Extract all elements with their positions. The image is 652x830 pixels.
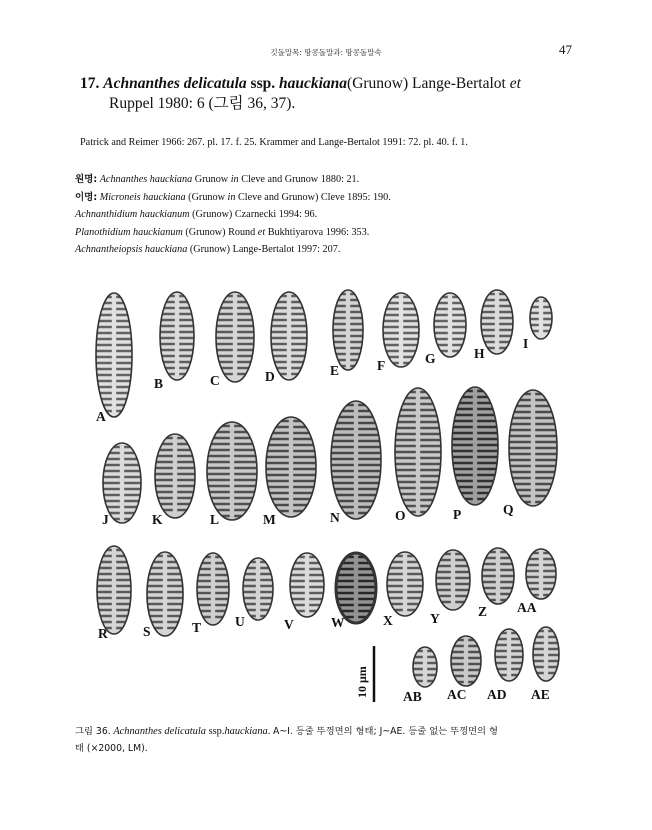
figure-panel-label: T bbox=[192, 620, 202, 635]
caption-line-2: 태 (×2000, LM). bbox=[75, 743, 148, 754]
synonym-text: Cleve and Grunow 1880: 21. bbox=[241, 174, 360, 185]
diatom-valve bbox=[452, 387, 498, 505]
figure-panel-label: O bbox=[395, 508, 406, 523]
synonym-et: et bbox=[257, 226, 266, 238]
synonym-text: Bukhtiyarova 1996: 353. bbox=[267, 226, 370, 238]
figure-panel-label: W bbox=[331, 615, 345, 630]
diatom-valve bbox=[413, 647, 437, 687]
species-name: Achnanthes delicatula bbox=[103, 75, 247, 92]
caption-infra: hauckiana bbox=[224, 726, 268, 737]
figure-panel-label: AA bbox=[517, 600, 537, 615]
synonym-name: Achnantheiopsis hauckiana bbox=[75, 244, 188, 256]
figure-panel-label: C bbox=[210, 373, 220, 388]
figure-panel-label: U bbox=[235, 614, 245, 629]
synonym-text: Grunow bbox=[194, 174, 229, 185]
diatom-valve bbox=[160, 292, 194, 380]
diatom-valve bbox=[103, 443, 141, 523]
figure-panel-label: E bbox=[330, 363, 340, 378]
synonym-name: Achnanthidium hauckianum bbox=[75, 209, 190, 221]
figure-panel-label: A bbox=[96, 409, 106, 424]
figure-panel-label: AE bbox=[531, 687, 550, 702]
figure-panel-label: P bbox=[453, 507, 462, 522]
diatom-valve bbox=[509, 390, 557, 506]
diatom-valve bbox=[533, 627, 559, 681]
diatom-valve bbox=[207, 422, 257, 520]
synonym-label: 원명: bbox=[75, 174, 98, 185]
authority: (Grunow) Lange-Bertalot bbox=[347, 75, 506, 92]
diatom-valve bbox=[336, 553, 376, 623]
diatom-valve bbox=[333, 290, 363, 370]
diatom-valve bbox=[451, 636, 481, 686]
figure-panel-label: Y bbox=[430, 611, 440, 626]
diatom-valve bbox=[387, 552, 423, 616]
figure-panel-label: H bbox=[474, 346, 485, 361]
diatom-valve bbox=[331, 401, 381, 519]
diatom-valve bbox=[434, 293, 466, 357]
figure-panel-label: N bbox=[330, 510, 340, 525]
diatom-valve bbox=[96, 293, 132, 417]
figure-panel-label: Q bbox=[503, 502, 514, 517]
figure-panel-label: J bbox=[102, 512, 109, 527]
figure-panel-label: X bbox=[383, 613, 393, 628]
caption-korean: A~I. 등줄 뚜껑면의 형태; J~AE. 등줄 없는 뚜껑면의 형 bbox=[272, 726, 498, 737]
diatom-valve bbox=[395, 388, 441, 516]
diatom-valve bbox=[436, 550, 470, 610]
infraspecific-name: hauckiana bbox=[278, 75, 348, 92]
diatom-valve bbox=[495, 629, 523, 681]
synonym-label: 이명: bbox=[75, 191, 98, 203]
synonym-text: Cleve and Grunow) Cleve 1895: 190. bbox=[237, 191, 391, 203]
running-head: 깃돌말목: 땅콩돌말과: 땅콩돌말속 bbox=[270, 48, 382, 57]
figure-panel-label: F bbox=[377, 358, 386, 373]
synonym-text: (Grunow) Lange-Bertalot 1997: 207. bbox=[189, 244, 341, 256]
figure-panel-label: AD bbox=[487, 687, 507, 702]
synonym-name: Microneis hauckiana bbox=[99, 191, 186, 203]
diatom-valve bbox=[97, 546, 131, 634]
figure-panel-label: M bbox=[263, 512, 276, 527]
page-number: 47 bbox=[559, 42, 572, 57]
figure-panel-label: K bbox=[152, 512, 163, 527]
figure-panel-label: Z bbox=[478, 604, 488, 619]
synonym-name: Achnanthes hauckiana bbox=[99, 174, 193, 185]
diatom-valve bbox=[155, 434, 195, 518]
figure-caption: 그림 36. Achnanthes delicatula ssp.hauckiana. A~I. 등줄 뚜껑면의 형태; J~AE. 등줄 없는 뚜껑면의 형 태 (×2000, LM). bbox=[75, 726, 498, 754]
figure-panel-label: I bbox=[523, 336, 529, 351]
figure-panel-label: AC bbox=[447, 687, 467, 702]
caption-ssp: ssp. bbox=[208, 726, 225, 737]
synonym-in: in bbox=[227, 191, 236, 203]
figure-panel-label: G bbox=[425, 351, 436, 366]
diatom-valve bbox=[530, 297, 552, 339]
caption-species: Achnanthes delicatula bbox=[113, 726, 206, 737]
diatom-valve bbox=[482, 548, 514, 604]
synonym-text: (Grunow) Round bbox=[185, 226, 256, 238]
diatom-valve bbox=[147, 552, 183, 636]
figure-panel-label: D bbox=[265, 369, 275, 384]
diatom-valve bbox=[266, 417, 316, 517]
heading-line-2: Ruppel 1980: 6 (그림 36, 37). bbox=[109, 95, 296, 112]
diatom-valve bbox=[216, 292, 254, 382]
diatom-valve bbox=[290, 553, 324, 617]
caption-fig: 그림 36. bbox=[75, 726, 111, 737]
figure-panel-label: AB bbox=[403, 689, 422, 704]
synonym-in: in bbox=[230, 174, 239, 185]
ssp-abbrev: ssp. bbox=[250, 75, 276, 92]
diatom-valve bbox=[271, 292, 307, 380]
figure-panel-label: V bbox=[284, 617, 294, 632]
species-number: 17. bbox=[80, 75, 100, 92]
authority-et: et bbox=[509, 75, 521, 92]
figure-panel-label: L bbox=[210, 512, 220, 527]
synonym-name: Planothidium hauckianum bbox=[75, 226, 183, 238]
figure-panel-label: R bbox=[98, 626, 108, 641]
references: Patrick and Reimer 1966: 267. pl. 17. f. 25. Krammer and Lange-Bertalot 1991: 72. pl. 40. f. 1. bbox=[80, 137, 468, 148]
figure-panel-label: B bbox=[154, 376, 164, 391]
synonym-text: (Grunow) Czarnecki 1994: 96. bbox=[192, 209, 318, 221]
diatom-valve bbox=[383, 293, 419, 367]
scale-bar-label: 10 μm bbox=[355, 666, 369, 698]
diatom-valve bbox=[197, 553, 229, 625]
diatom-valve bbox=[243, 558, 273, 620]
synonym-text: (Grunow bbox=[188, 191, 225, 203]
figure-panel-label: S bbox=[143, 624, 151, 639]
diatom-valve bbox=[526, 549, 556, 599]
diatom-valve bbox=[481, 290, 513, 354]
